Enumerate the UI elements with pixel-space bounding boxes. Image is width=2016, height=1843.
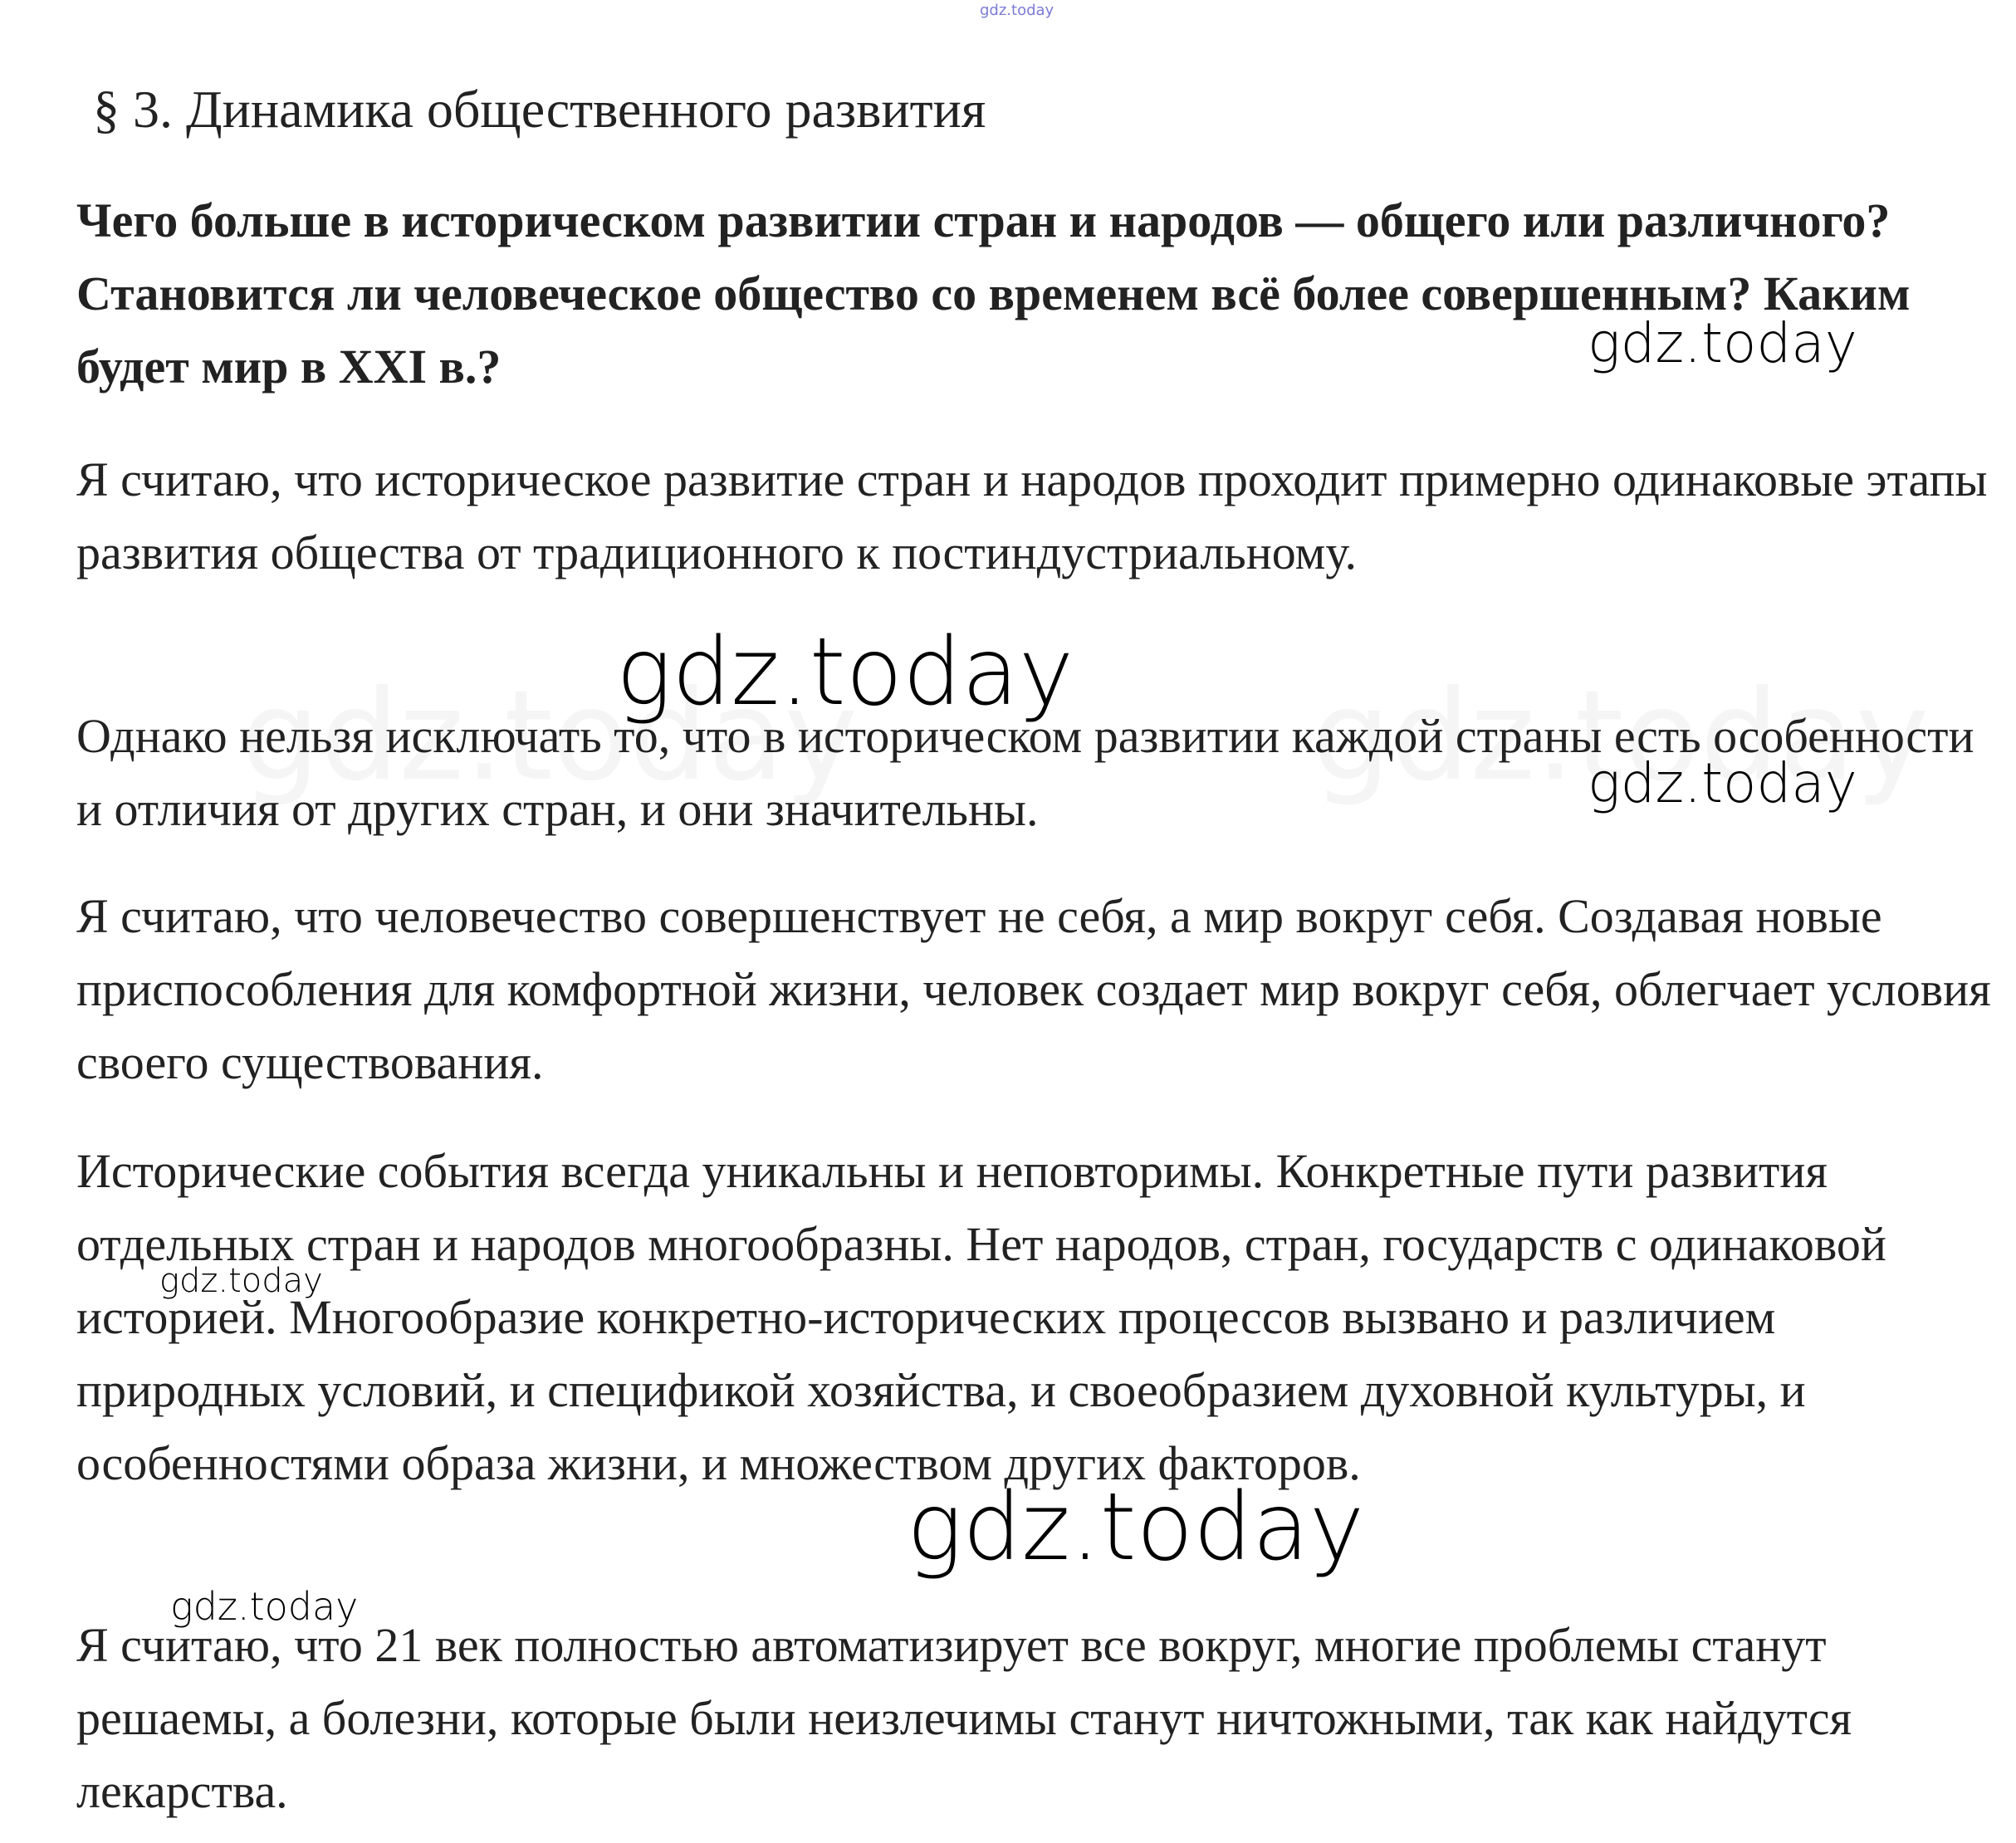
answer-paragraph-2: Однако нельзя исключать то, что в историческом развитии каждой страны есть особенности и отличия от других стран, и они значительны.	[76, 709, 1974, 836]
watermark: gdz.today	[1588, 751, 1857, 815]
section-title: § 3. Динамика общественного развития	[93, 80, 986, 139]
question-text: Чего больше в историческом развитии стран и народов — общего или различного? Становится ли человеческое общество со временем всё более совершенным? Каким будет мир в XXI в.?	[76, 193, 1911, 394]
watermark: gdz.today	[1588, 311, 1857, 375]
watermark: gdz.today	[616, 618, 1074, 726]
watermark: gdz.today	[907, 1474, 1365, 1581]
answer-paragraph-4: Исторические события всегда уникальны и неповторимы. Конкретные пути развития отдельных стран и народов многообразны. Нет народов, стран, государств с одинаковой историей. Многообразие конкретно-исторических процессов вызвано и различием природных условий, и спецификой хозяйства, и своеобразием духовной культуры, и особенностями образа жизни, и множеством других факторов.	[76, 1144, 1886, 1490]
watermark: gdz.today	[170, 1584, 359, 1629]
watermark: gdz.today	[159, 1262, 323, 1300]
top-watermark: gdz.today	[980, 2, 1054, 19]
answer-paragraph-3: Я считаю, что человечество совершенствует не себя, а мир вокруг себя. Создавая новые приспособления для комфортной жизни, человек создает мир вокруг себя, облегчает условия своего существования.	[76, 889, 1991, 1089]
answer-paragraph-1: Я считаю, что историческое развитие стран и народов проходит примерно одинаковые этапы развития общества от традиционного к постиндустриальному.	[76, 452, 1988, 579]
answer-paragraph-5: Я считаю, что 21 век полностью автоматизирует все вокруг, многие проблемы станут решаемы, а болезни, которые были неизлечимы станут ничтожными, так как найдутся лекарства.	[76, 1618, 1852, 1818]
